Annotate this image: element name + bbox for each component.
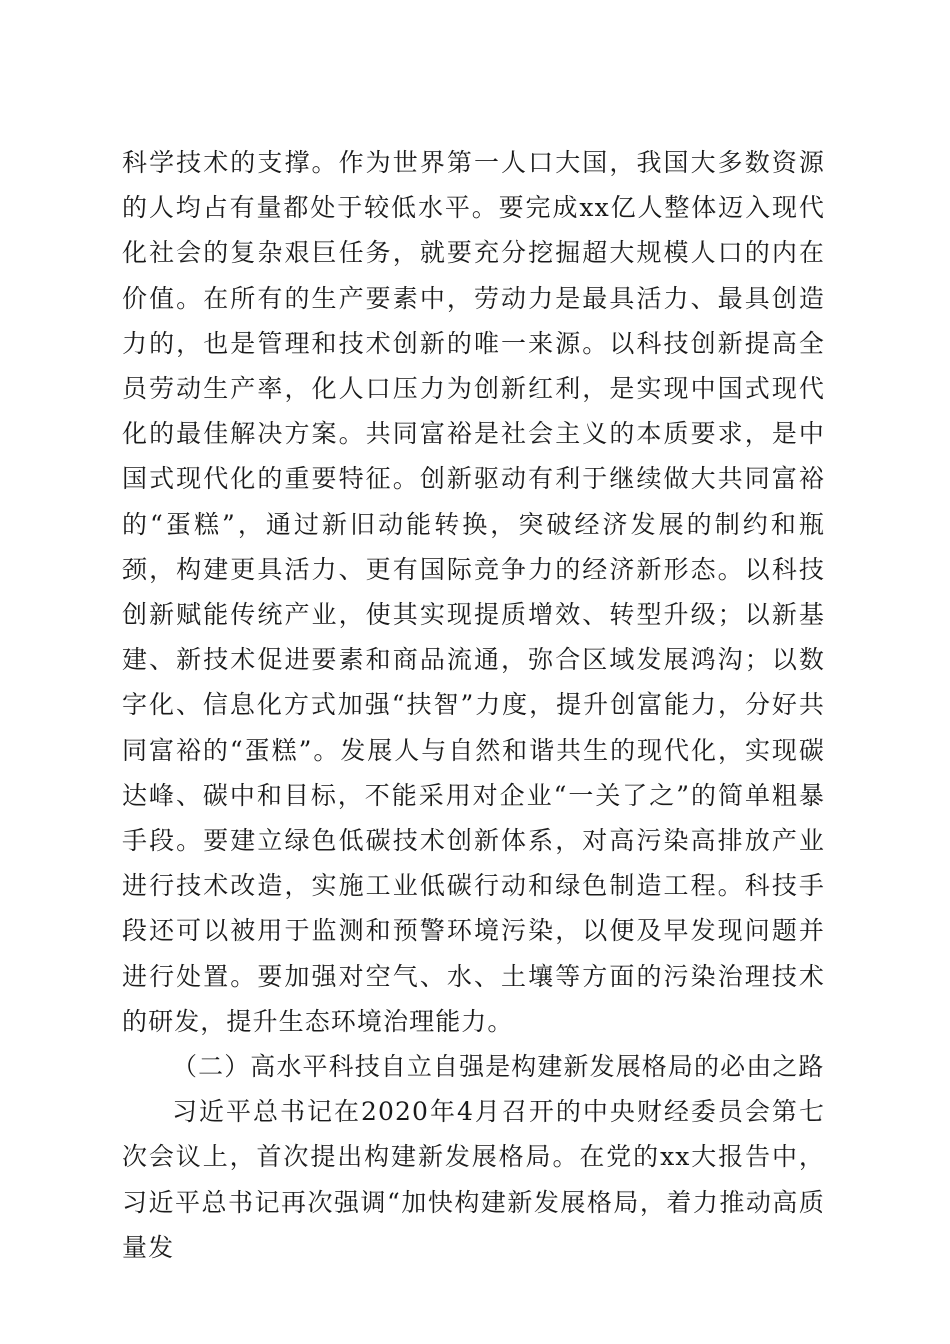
body-paragraph-continued: 科学技术的支撑。作为世界第一人口大国，我国大多数资源的人均占有量都处于较低水平。要完成xx亿人整体迈入现代化社会的复杂艰巨任务，就要充分挖掘超大规模人口的内在价值。在所有的生产要素中，劳动力是最具活力、最具创造力的，也是管理和技术创新的唯一来源。以科技创新提高全员劳动生产率，化人口压力为创新红利，是实现中国式现代化的最佳解决方案。共同富裕是社会主义的本质要求，是中国式现代化的重要特征。创新驱动有利于继续做大共同富裕的“蛋糕”，通过新旧动能转换，突破经济发展的制约和瓶颈，构建更具活力、更有国际竞争力的经济新形态。以科技创新赋能传统产业，使其实现提质增效、转型升级；以新基建、新技术促进要素和商品流通，弥合区域发展鸿沟；以数字化、信息化方式加强“扶智”力度，提升创富能力，分好共同富裕的“蛋糕”。发展人与自然和谐共生的现代化，实现碳达峰、碳中和目标，不能采用对企业“一关了之”的简单粗暴手段。要建立绿色低碳技术创新体系，对高污染高排放产业进行技术改造，实施工业低碳行动和绿色制造工程。科技手段还可以被用于监测和预警环境污染，以便及早发现问题并进行处置。要加强对空气、水、土壤等方面的污染治理技术的研发，提升生态环境治理能力。 [122, 148, 825, 1036]
document-body [122, 140, 825, 1270]
body-paragraph-next: 习近平总书记在2020年4月召开的中央财经委员会第七次会议上，首次提出构建新发展格局。在党的xx大报告中，习近平总书记再次强调“加快构建新发展格局，着力推动高质量发 [122, 1097, 825, 1262]
section-heading: （二）高水平科技自立自强是构建新发展格局的必由之路 [172, 1052, 825, 1082]
